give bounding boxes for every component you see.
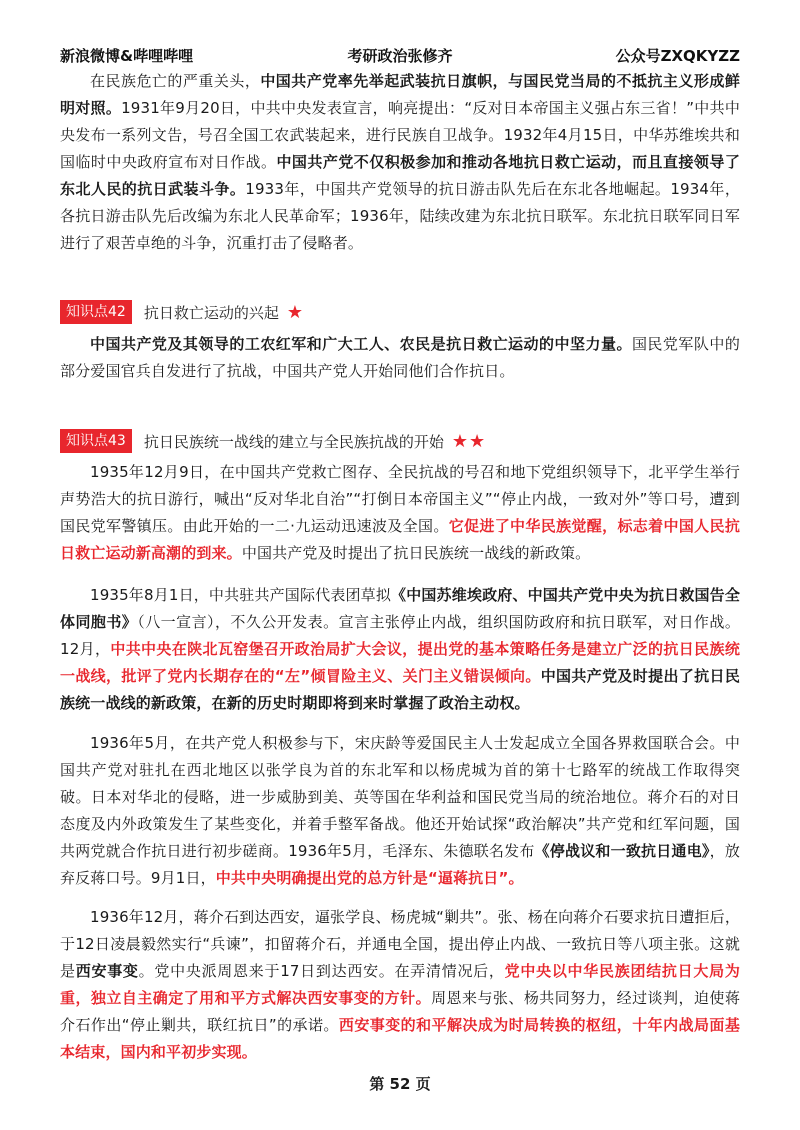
page-number: 第 52 页 bbox=[369, 1075, 431, 1093]
p6-text-e: 周恩来与张、杨共同努力，经过谈判，迫使蒋介石作出“停止剿共，联红抗日”的承诺。 bbox=[60, 989, 740, 1034]
p3-text-c: 中国共产党及时提出了抗日民族统一战线的新政策。 bbox=[241, 544, 591, 562]
header-right: 公众号ZXQKYZZ bbox=[615, 47, 740, 65]
paragraph-4 bbox=[60, 582, 740, 717]
header-center: 考研政治张修齐 bbox=[347, 47, 453, 65]
p6-red-f: 西安事变的和平解决成为时局转换的枢纽，十年内战局面基本结束，国内和平初步实现。 bbox=[60, 1016, 740, 1061]
p5-text-a: 1936年5月，在共产党人积极参与下，宋庆龄等爱国民主人士发起成立全国各界救国联合会。中国共产党对驻扎在西北地区以张学良为首的东北军和以杨虎城为首的第十七路军的统战工作取得突破。日本对华北的侵略，进一步威胁到美、英等国在华利益和国民党当局的统治地位。蒋介石的对日态度及内外政策发生了某些变化，并着手整军备战。他还开始试探“政治解决”共产党和红军问题，国共两党就合作抗日进行初步磋商。1936年5月，毛泽东、朱德联名发布 bbox=[60, 734, 740, 860]
paragraph-5 bbox=[60, 730, 740, 892]
p1-bold-b: 中国共产党率先举起武装抗日旗帜，与国民党当局的不抵抗主义形成鲜明对照。 bbox=[60, 72, 740, 117]
p1-bold-d: 中国共产党不仅积极参加和推动各地抗日救亡运动，而且直接领导了东北人民的抗日武装斗争。 bbox=[60, 153, 740, 198]
p6-text-a: 1936年12月，蒋介石到达西安，逼张学良、杨虎城“剿共”。张、杨在向蒋介石要求抗日遭拒后，于12日凌晨毅然实行“兵谏”，扣留蒋介石，并通电全国，提出停止内战、一致抗日等八项主张。这就是 bbox=[60, 908, 740, 980]
p1-text-c: 1931年9月20日，中共中央发表宣言，响亮提出：“反对日本帝国主义强占东三省！”中共中央发布一系列文告，号召全国工农武装起来，进行民族自卫战争。1932年4月15日，中华苏维埃共和国临时中央政府宣布对日作战。 bbox=[60, 99, 740, 171]
p2-bold-a: 中国共产党及其领导的工农红军和广大工人、农民是抗日救亡运动的中坚力量。 bbox=[90, 335, 632, 353]
knowledge-point-42 bbox=[60, 299, 304, 325]
p6-bold-b: 西安事变 bbox=[75, 962, 139, 980]
p2-text-b: 国民党军队中的部分爱国官兵自发进行了抗战，中国共产党人开始同他们合作抗日。 bbox=[60, 335, 740, 380]
p4-red-d: 中共中央在陕北瓦窑堡召开政治局扩大会议，提出党的基本策略任务是建立广泛的抗日民族统一战线，批评了党内长期存在的“左”倾冒险主义、关门主义错误倾向。 bbox=[60, 640, 740, 685]
page-header bbox=[60, 45, 740, 67]
p4-text-c: （八一宣言），不久公开发表。宣言主张停止内战，组织国防政府和抗日联军，对日作战。12月， bbox=[60, 613, 740, 658]
p5-bold-b: 《停战议和一致抗日通电》 bbox=[534, 842, 710, 860]
kp43-star-icon: ★★ bbox=[451, 430, 487, 452]
header-left: 新浪微博&哔哩哔哩 bbox=[60, 47, 194, 65]
paragraph-2 bbox=[60, 331, 740, 385]
paragraph-1 bbox=[60, 68, 740, 257]
paragraph-6 bbox=[60, 904, 740, 1066]
p3-red-b: 它促进了中华民族觉醒，标志着中国人民抗日救亡运动新高潮的到来。 bbox=[60, 517, 741, 562]
knowledge-point-43 bbox=[60, 428, 486, 454]
p3-text-a: 1935年12月9日，在中国共产党救亡图存、全民抗战的号召和地下党组织领导下，北平学生举行声势浩大的抗日游行，喊出“反对华北自治”“打倒日本帝国主义”“停止内战，一致对外”等口号，遭到国民党军警镇压。由此开始的一二·九运动迅速波及全国。 bbox=[60, 463, 740, 535]
kp43-badge: 知识点43 bbox=[60, 429, 132, 453]
kp42-star-icon: ★ bbox=[286, 301, 304, 323]
p5-text-c: ，放弃反蒋口号。9月1日， bbox=[60, 842, 740, 887]
p4-bold-b: 《中国苏维埃政府、中国共产党中央为抗日救国告全体同胞书》 bbox=[60, 586, 741, 631]
p4-bold-e: 中国共产党及时提出了抗日民族统一战线的新政策，在新的历史时期即将到来时掌握了政治主动权。 bbox=[60, 667, 740, 712]
kp42-title: 抗日救亡运动的兴起 bbox=[143, 303, 279, 322]
kp43-title: 抗日民族统一战线的建立与全民族抗战的开始 bbox=[143, 432, 444, 451]
paragraph-3 bbox=[60, 459, 740, 567]
p6-red-d: 党中央以中华民族团结抗日大局为重，独立自主确定了用和平方式解决西安事变的方针。 bbox=[60, 962, 740, 1007]
kp42-badge: 知识点42 bbox=[60, 300, 132, 324]
p4-text-a: 1935年8月1日，中共驻共产国际代表团草拟 bbox=[90, 586, 392, 604]
p5-red-d: 中共中央明确提出党的总方针是“逼蒋抗日”。 bbox=[215, 869, 524, 887]
p6-text-c: 。党中央派周恩来于17日到达西安。在弄清情况后， bbox=[138, 962, 505, 980]
p1-text-a: 在民族危亡的严重关头， bbox=[90, 72, 261, 90]
p1-text-e: 1933年，中国共产党领导的抗日游击队先后在东北各地崛起。1934年，各抗日游击队先后改编为东北人民革命军；1936年，陆续改建为东北抗日联军。东北抗日联军同日军进行了艰苦卓绝的斗争，沉重打击了侵略者。 bbox=[60, 180, 740, 252]
